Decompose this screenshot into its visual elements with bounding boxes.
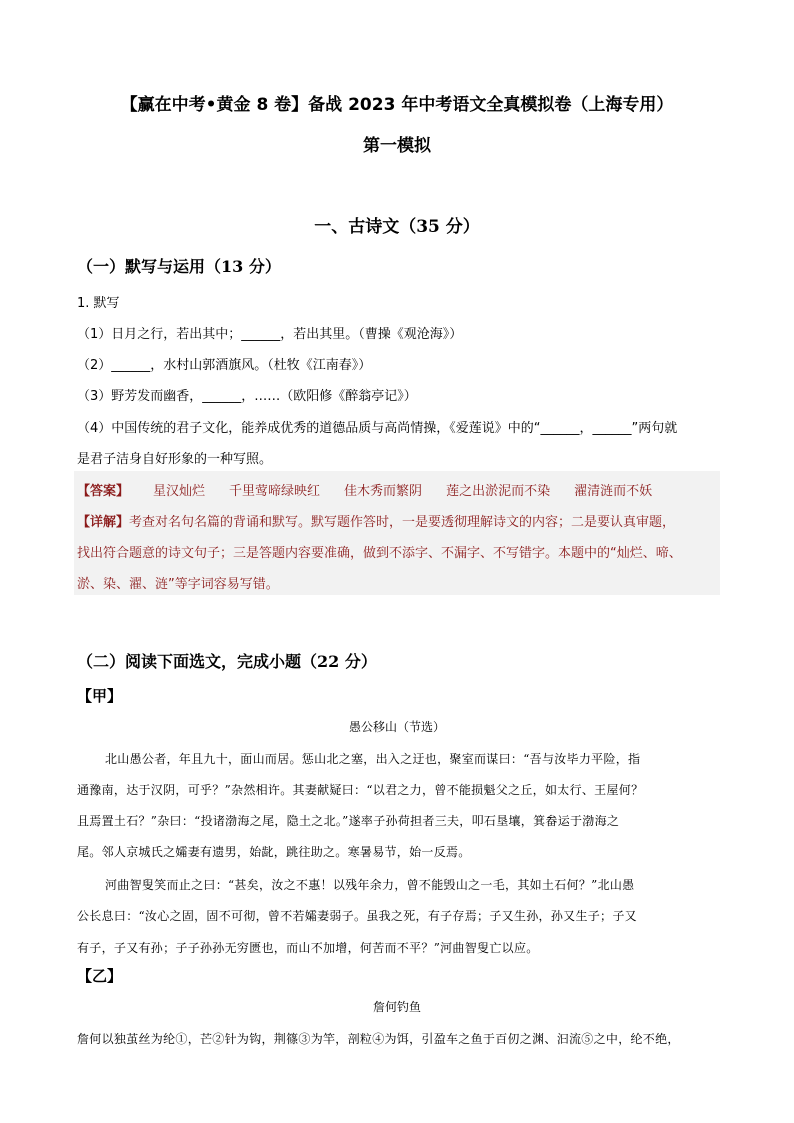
passage-b-label: 【乙】 [77, 967, 123, 985]
question-item: （1）日月之行，若出其中；______，若出其里。（曹操《观沧海》） [77, 327, 463, 342]
passage-line: 有子，子又有孙；子子孙孙无穷匮也，而山不加增，何苦而不平？”河曲智叟亡以应。 [77, 941, 539, 955]
passage-b-title: 詹何钓鱼 [372, 1000, 421, 1014]
question-item: 是君子洁身自好形象的一种写照。 [77, 452, 273, 467]
detail-line [77, 511, 675, 530]
passage-line: 且焉置土石？”杂曰：“投诸渤海之尾，隐土之北。”遂率子孙荷担者三夫，叩石垦壤，箕畚运于渤海之 [77, 814, 620, 828]
answer-item: 濯清涟而不妖 [574, 484, 653, 499]
passage-line: 尾。邻人京城氏之孀妻有遗男，始龀，跳往助之。寒暑易节，始一反焉。 [77, 845, 471, 859]
question-item: （4）中国传统的君子文化，能养成优秀的道德品质与高尚情操，《爱莲说》中的“______，______”两句就 [77, 421, 678, 436]
answer-line [77, 480, 652, 499]
detail-text: 考查对名句名篇的背诵和默写。默写题作答时，一是要透彻理解诗文的内容；二是要认真审题， [129, 515, 676, 530]
question-label: 1. 默写 [77, 296, 120, 311]
answer-label: 【答案】 [77, 484, 130, 499]
question-item: （2）______，水村山郭酒旗风。（杜牧《江南春》） [77, 358, 372, 373]
detail-line: 淤、染、濯、涟”等字词容易写错。 [77, 577, 279, 592]
detail-line: 找出符合题意的诗文句子；三是答题内容要准确，做到不添字、不漏字、不写错字。本题中的“灿烂、啼、 [77, 546, 682, 561]
exam-title: 【赢在中考•黄金 8 卷】备战 2023 年中考语文全真模拟卷（上海专用） [120, 95, 674, 115]
passage-a-title: 愚公移山（节选） [348, 720, 445, 734]
answer-item: 星汉灿烂 [153, 484, 206, 499]
passage-line: 詹何以独茧丝为纶①，芒②针为钩，荆篠③为竿，剖粒④为饵，引盈车之鱼于百仞之渊、汩流⑤之中，纶不绝， [77, 1032, 680, 1046]
passage-line: 河曲智叟笑而止之曰：“甚矣，汝之不惠！以残年余力，曾不能毁山之一毛，其如土石何？”北山愚 [105, 878, 635, 892]
detail-label: 【详解】 [77, 515, 130, 530]
question-item: （3）野芳发而幽香，______，……（欧阳修《醉翁亭记》） [77, 389, 417, 404]
section-heading: 一、古诗文（35 分） [314, 217, 480, 237]
answer-item: 莲之出淤泥而不染 [446, 484, 551, 499]
passage-line: 通豫南，达于汉阴，可乎？”杂然相许。其妻献疑曰：“以君之力，曾不能损魁父之丘，如太行、王屋何？ [77, 783, 644, 797]
answer-item: 千里莺啼绿映红 [229, 484, 321, 499]
part-heading-dictation: （一）默写与运用（13 分） [77, 257, 281, 276]
exam-subtitle: 第一模拟 [363, 136, 431, 156]
passage-line: 公长息曰：“汝心之固，固不可彻，曾不若孀妻弱子。虽我之死，有子存焉；子又生孙，孙又生子；子又 [77, 909, 637, 923]
passage-a-label: 【甲】 [77, 687, 123, 705]
part-heading-reading: （二）阅读下面选文，完成小题（22 分） [77, 652, 377, 671]
passage-line: 北山愚公者，年且九十，面山而居。惩山北之塞，出入之迂也，聚室而谋曰：“吾与汝毕力平险，指 [105, 752, 641, 766]
answer-item: 佳木秀而繁阴 [344, 484, 423, 499]
